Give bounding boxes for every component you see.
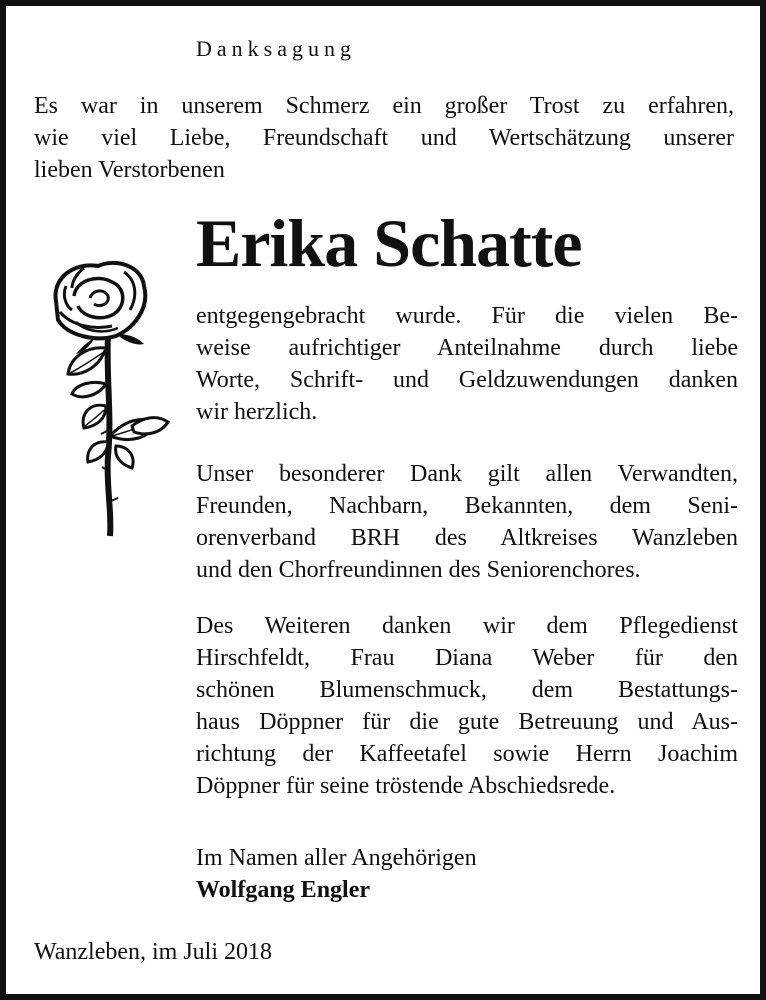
rose-icon bbox=[46, 256, 176, 541]
paragraph-line: wir herzlich. bbox=[196, 399, 318, 425]
paragraph-line: und den Chorfreundinnen des Seniorenchores. bbox=[196, 557, 641, 583]
signer-name: Wolfgang Engler bbox=[196, 877, 371, 903]
paragraph-line: Freunden, Nachbarn, Bekannten, dem Seni- bbox=[196, 493, 738, 519]
special-thanks-paragraph bbox=[196, 458, 738, 586]
thanks-paragraph bbox=[196, 300, 738, 428]
paragraph-line: Unser besonderer Dank gilt allen Verwandten, bbox=[196, 461, 738, 487]
paragraph-line: Worte, Schrift- und Geldzuwendungen danken bbox=[196, 367, 738, 393]
paragraph-line: Hirschfeldt, Frau Diana Weber für den bbox=[196, 645, 738, 671]
notice-heading: Danksagung bbox=[196, 36, 356, 61]
paragraph-line: haus Döppner für die gute Betreuung und Aus- bbox=[196, 709, 738, 735]
deceased-name: Erika Schatte bbox=[196, 205, 582, 281]
intro-line: Es war in unserem Schmerz ein großer Trost zu erfahren, bbox=[34, 93, 734, 119]
intro-paragraph bbox=[34, 90, 734, 186]
intro-line: wie viel Liebe, Freundschaft und Wertschätzung unserer bbox=[34, 125, 734, 151]
further-thanks-paragraph bbox=[196, 610, 738, 802]
paragraph-line: orenverband BRH des Altkreises Wanzleben bbox=[196, 525, 738, 551]
intro-line: lieben Verstorbenen bbox=[34, 157, 225, 183]
paragraph-line: Döppner für seine tröstende Abschiedsrede. bbox=[196, 773, 616, 799]
closing-block bbox=[196, 842, 477, 906]
paragraph-line: entgegengebracht wurde. Für die vielen Be- bbox=[196, 303, 738, 329]
paragraph-line: richtung der Kaffeetafel sowie Herrn Joachim bbox=[196, 741, 738, 767]
paragraph-line: weise aufrichtiger Anteilnahme durch liebe bbox=[196, 335, 738, 361]
closing-line: Im Namen aller Angehörigen bbox=[196, 845, 477, 871]
place-date: Wanzleben, im Juli 2018 bbox=[34, 939, 273, 965]
paragraph-line: schönen Blumenschmuck, dem Bestattungs- bbox=[196, 677, 738, 703]
paragraph-line: Des Weiteren danken wir dem Pflegedienst bbox=[196, 613, 738, 639]
